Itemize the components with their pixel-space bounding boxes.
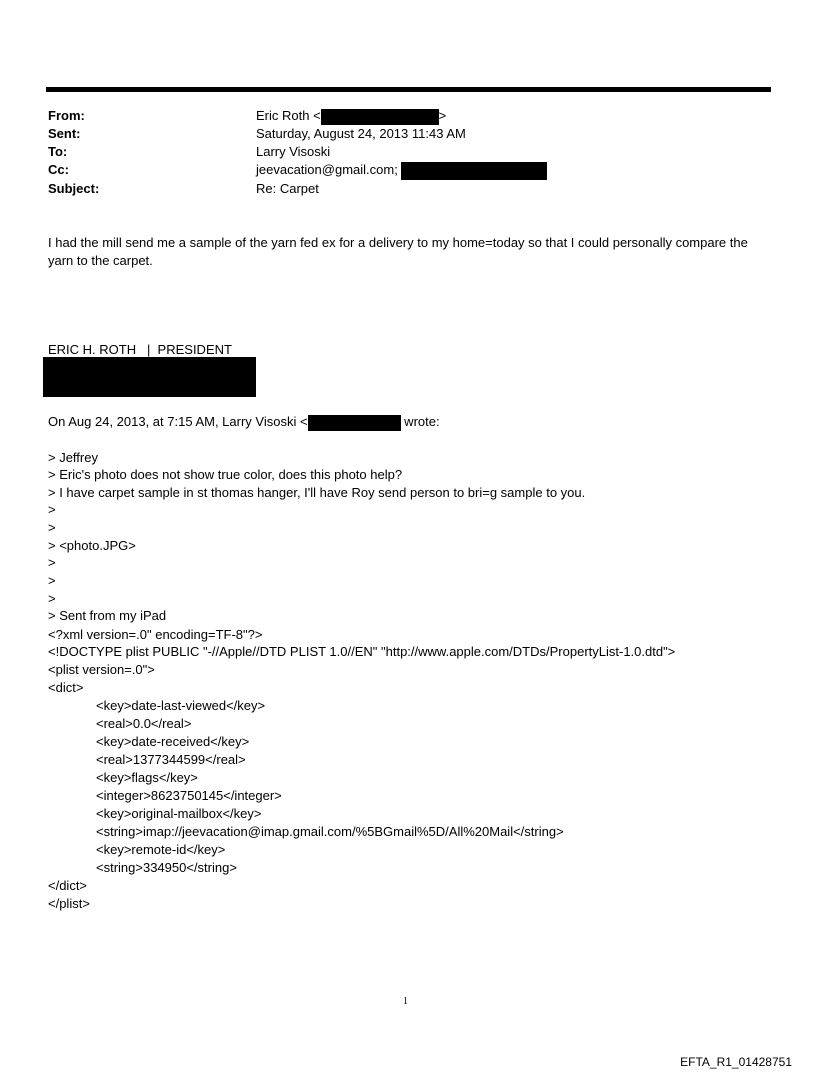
quoted-line: > I have carpet sample in st thomas hanger, I'll have Roy send person to bri=g sample to you. — [48, 485, 586, 500]
quoted-line: > — [48, 555, 56, 570]
from-name: Eric Roth < — [256, 108, 321, 123]
message-paragraph: I had the mill send me a sample of the yarn fed ex for a delivery to my home=today so that I could personally compare the yarn to the carpet. — [48, 235, 748, 268]
xml-line: <dict> — [48, 680, 84, 695]
sent-label: Sent: — [48, 126, 81, 141]
subject-row — [48, 180, 768, 198]
xml-indented-line: <key>flags</key> — [96, 770, 198, 785]
xml-closing-line: </plist> — [48, 896, 90, 911]
page-number: 1 — [403, 996, 408, 1007]
xml-indented-line: <string>imap://jeevacation@imap.gmail.com/%5BGmail%5D/All%20Mail</string> — [96, 824, 564, 839]
redaction-block — [401, 162, 547, 180]
from-label: From: — [48, 108, 85, 123]
sent-row — [48, 125, 768, 143]
quote-header-start: On Aug 24, 2013, at 7:15 AM, Larry Visoski < — [48, 414, 308, 429]
xml-indented-line: <real>1377344599</real> — [96, 752, 246, 767]
xml-indented-line: <string>334950</string> — [96, 860, 237, 875]
subject-value: Re: Carpet — [256, 181, 319, 196]
to-row — [48, 143, 768, 161]
cc-label: Cc: — [48, 162, 69, 177]
cc-value — [256, 161, 547, 180]
to-label: To: — [48, 144, 68, 159]
xml-indented-line: <integer>8623750145</integer> — [96, 788, 282, 803]
document-id: EFTA_R1_01428751 — [680, 1055, 792, 1069]
xml-indented-line: <real>0.0</real> — [96, 716, 192, 731]
from-row — [48, 107, 768, 125]
cc-row — [48, 161, 768, 179]
xml-line: <?xml version=.0" encoding=TF-8"?> — [48, 627, 263, 642]
signature-name: ERIC H. ROTH | PRESIDENT — [48, 342, 232, 357]
signature-redaction — [43, 357, 256, 397]
cc-email: jeevacation@gmail.com; — [256, 162, 398, 177]
redaction-block — [321, 109, 439, 125]
quoted-line: > Jeffrey — [48, 450, 98, 465]
quote-header — [48, 413, 440, 431]
xml-indented-line: <key>date-last-viewed</key> — [96, 698, 266, 713]
from-close: > — [438, 108, 447, 123]
xml-closing-line: </dict> — [48, 878, 88, 893]
from-value — [256, 107, 446, 125]
quoted-line: > <photo.JPG> — [48, 538, 136, 553]
quoted-line: > — [48, 502, 56, 517]
quoted-line: > Eric's photo does not show true color, does this photo help? — [48, 467, 403, 482]
quoted-line: > Sent from my iPad — [48, 608, 167, 623]
xml-line: <!DOCTYPE plist PUBLIC "-//Apple//DTD PLIST 1.0//EN" "http://www.apple.com/DTDs/PropertyList-1.0.dtd"> — [48, 644, 676, 659]
subject-label: Subject: — [48, 181, 100, 196]
quoted-line: > — [48, 591, 56, 606]
header-rule — [46, 87, 771, 92]
xml-indented-line: <key>remote-id</key> — [96, 842, 226, 857]
to-value: Larry Visoski — [256, 144, 331, 159]
xml-indented-line: <key>date-received</key> — [96, 734, 250, 749]
quoted-line: > — [48, 573, 56, 588]
redaction-block — [308, 415, 401, 431]
xml-line: <plist version=.0"> — [48, 662, 155, 677]
xml-indented-line: <key>original-mailbox</key> — [96, 806, 262, 821]
quoted-line: > — [48, 520, 56, 535]
sent-value: Saturday, August 24, 2013 11:43 AM — [256, 126, 466, 141]
quote-header-end: wrote: — [400, 414, 440, 429]
